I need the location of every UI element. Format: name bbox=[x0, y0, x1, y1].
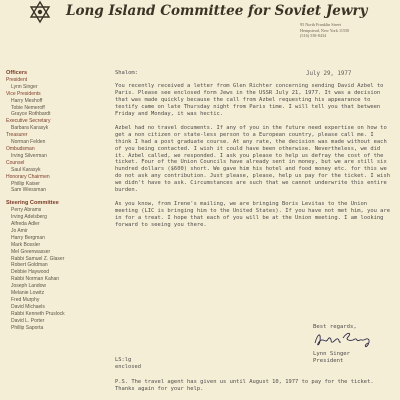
officers-heading: Officers bbox=[6, 70, 28, 76]
postscript: P.S. The travel agent has given us until August 10, 1977 to pay for the ticket. Thanks again for your help. bbox=[115, 379, 374, 392]
paragraph: As you know, from Irene's mailing, we are bringing Boris Levitas to the Union meeting (LIC is bringing him to the United States). If you have not met him, you are in for a treat. I hope that each of you will be at the Union meeting. I am looking forward to seeing you there. bbox=[115, 200, 390, 228]
officer-name: Harry Meshoff bbox=[11, 97, 43, 104]
steering-member: Rabbi Kenneth Pruslock bbox=[11, 310, 65, 317]
officer-role: Treasurer bbox=[6, 132, 28, 139]
steering-member: Rabbi Samuel Z. Glaser bbox=[11, 255, 65, 262]
officer-role: President bbox=[6, 76, 28, 83]
steering-member: Mark Bossler bbox=[11, 241, 41, 248]
enclosure-note: enclosed bbox=[115, 363, 141, 370]
paragraph: You recently received a letter from Glen Richter concerning sending David Azbel to Paris. Please see enclosed form Jews in the USSR July 21, 1977. It was a decision that was made quickly because the call from Azbel requesting his appearance to testify came on late Thursday night from Paris time. I will tell you that between Friday and Monday, it was hectic. bbox=[115, 83, 384, 118]
closing: Best regards, bbox=[313, 324, 357, 330]
handwritten-signature bbox=[312, 329, 374, 349]
steering-list bbox=[0, 207, 65, 331]
officer-role: Honorary Chairmen bbox=[6, 173, 50, 180]
signer-name: Lynn Singer bbox=[313, 351, 351, 357]
officer-role: Vice Presidents bbox=[6, 90, 41, 97]
officer-role: Ombudsman bbox=[6, 145, 35, 152]
steering-member: Joseph Landow bbox=[11, 283, 47, 290]
letter-body bbox=[115, 70, 393, 235]
steering-member: Phillip Saporta bbox=[11, 324, 44, 331]
steering-member: David L. Porter bbox=[11, 317, 45, 324]
letter-date: July 29, 1977 bbox=[306, 71, 352, 77]
steering-heading: Steering Committee bbox=[6, 200, 59, 207]
sidebar-committee-list bbox=[0, 70, 65, 332]
officer-name: Grayce Rothbardt bbox=[11, 111, 51, 118]
steering-member: Rabbi Norman Kahan bbox=[11, 276, 60, 283]
signer-title: President bbox=[313, 358, 344, 364]
star-of-david-logo bbox=[28, 0, 52, 24]
steering-member: Irving Adelsberg bbox=[11, 214, 47, 221]
steering-member: Jo Amir bbox=[11, 227, 28, 234]
steering-member: Perry Abrams bbox=[11, 207, 42, 214]
steering-member: Mel Greenwasser bbox=[11, 248, 51, 255]
steering-member: Alfreda Adler bbox=[11, 221, 40, 228]
steering-member: Fred Murphy bbox=[11, 297, 40, 303]
letterhead-address: 95 North Franklin Street Hempstead, New York 11550 (516) 538-8434 bbox=[300, 22, 350, 39]
initials-block bbox=[115, 357, 141, 371]
steering-member: David Michaels bbox=[11, 303, 45, 310]
steering-member: Robert Goldman bbox=[11, 262, 48, 269]
officer-name: Barbara Karasyk bbox=[11, 125, 49, 132]
officer-name: Irving Silverman bbox=[11, 152, 47, 159]
officer-name: Saul Karasyk bbox=[11, 166, 41, 173]
officer-role: Counsel bbox=[6, 159, 25, 166]
paragraph: Azbel had no travel documents. If any of you in the future need expertise on how to get a non citizen or state-less person to a European country, please call me. I think I had a post graduate course. At any rate, the decision was made without each of you being contacted. I wish it could have been otherwise. Nevertheless, we did it. Azbel called, we responded. I ask you please to help us defray the cost of the ticket. Four of the Union Councils have already sent in money, but we are still six hundred dollars ($600) short. We gave him his hotel and food money etc. for this we do not ask any contribution. Just please, please, help us pay for the ticket. I wish we didn't have to ask. Circumstances are such that we cannot underwrite this entire burden. bbox=[115, 124, 390, 194]
steering-member: Harry Bergman bbox=[11, 234, 45, 241]
officers-list bbox=[0, 77, 62, 194]
officer-name: Sam Wiessman bbox=[11, 187, 47, 194]
organization-title: Long Island Committee for Soviet Jewry bbox=[66, 3, 368, 19]
salutation: Shalom: bbox=[115, 70, 138, 76]
typist-initials: LS:lg bbox=[115, 357, 132, 363]
steering-member: Debbie Haywood bbox=[11, 269, 50, 276]
officer-name: Phillip Kaiser bbox=[11, 180, 40, 187]
steering-member: Melanie Lowitz bbox=[11, 290, 45, 297]
officer-name: Norman Felden bbox=[11, 139, 46, 146]
officer-name: Lynn Singer bbox=[11, 83, 38, 90]
officer-name: Tobie Nemeroff bbox=[11, 104, 45, 111]
officer-role: Executive Secretary bbox=[6, 118, 51, 125]
